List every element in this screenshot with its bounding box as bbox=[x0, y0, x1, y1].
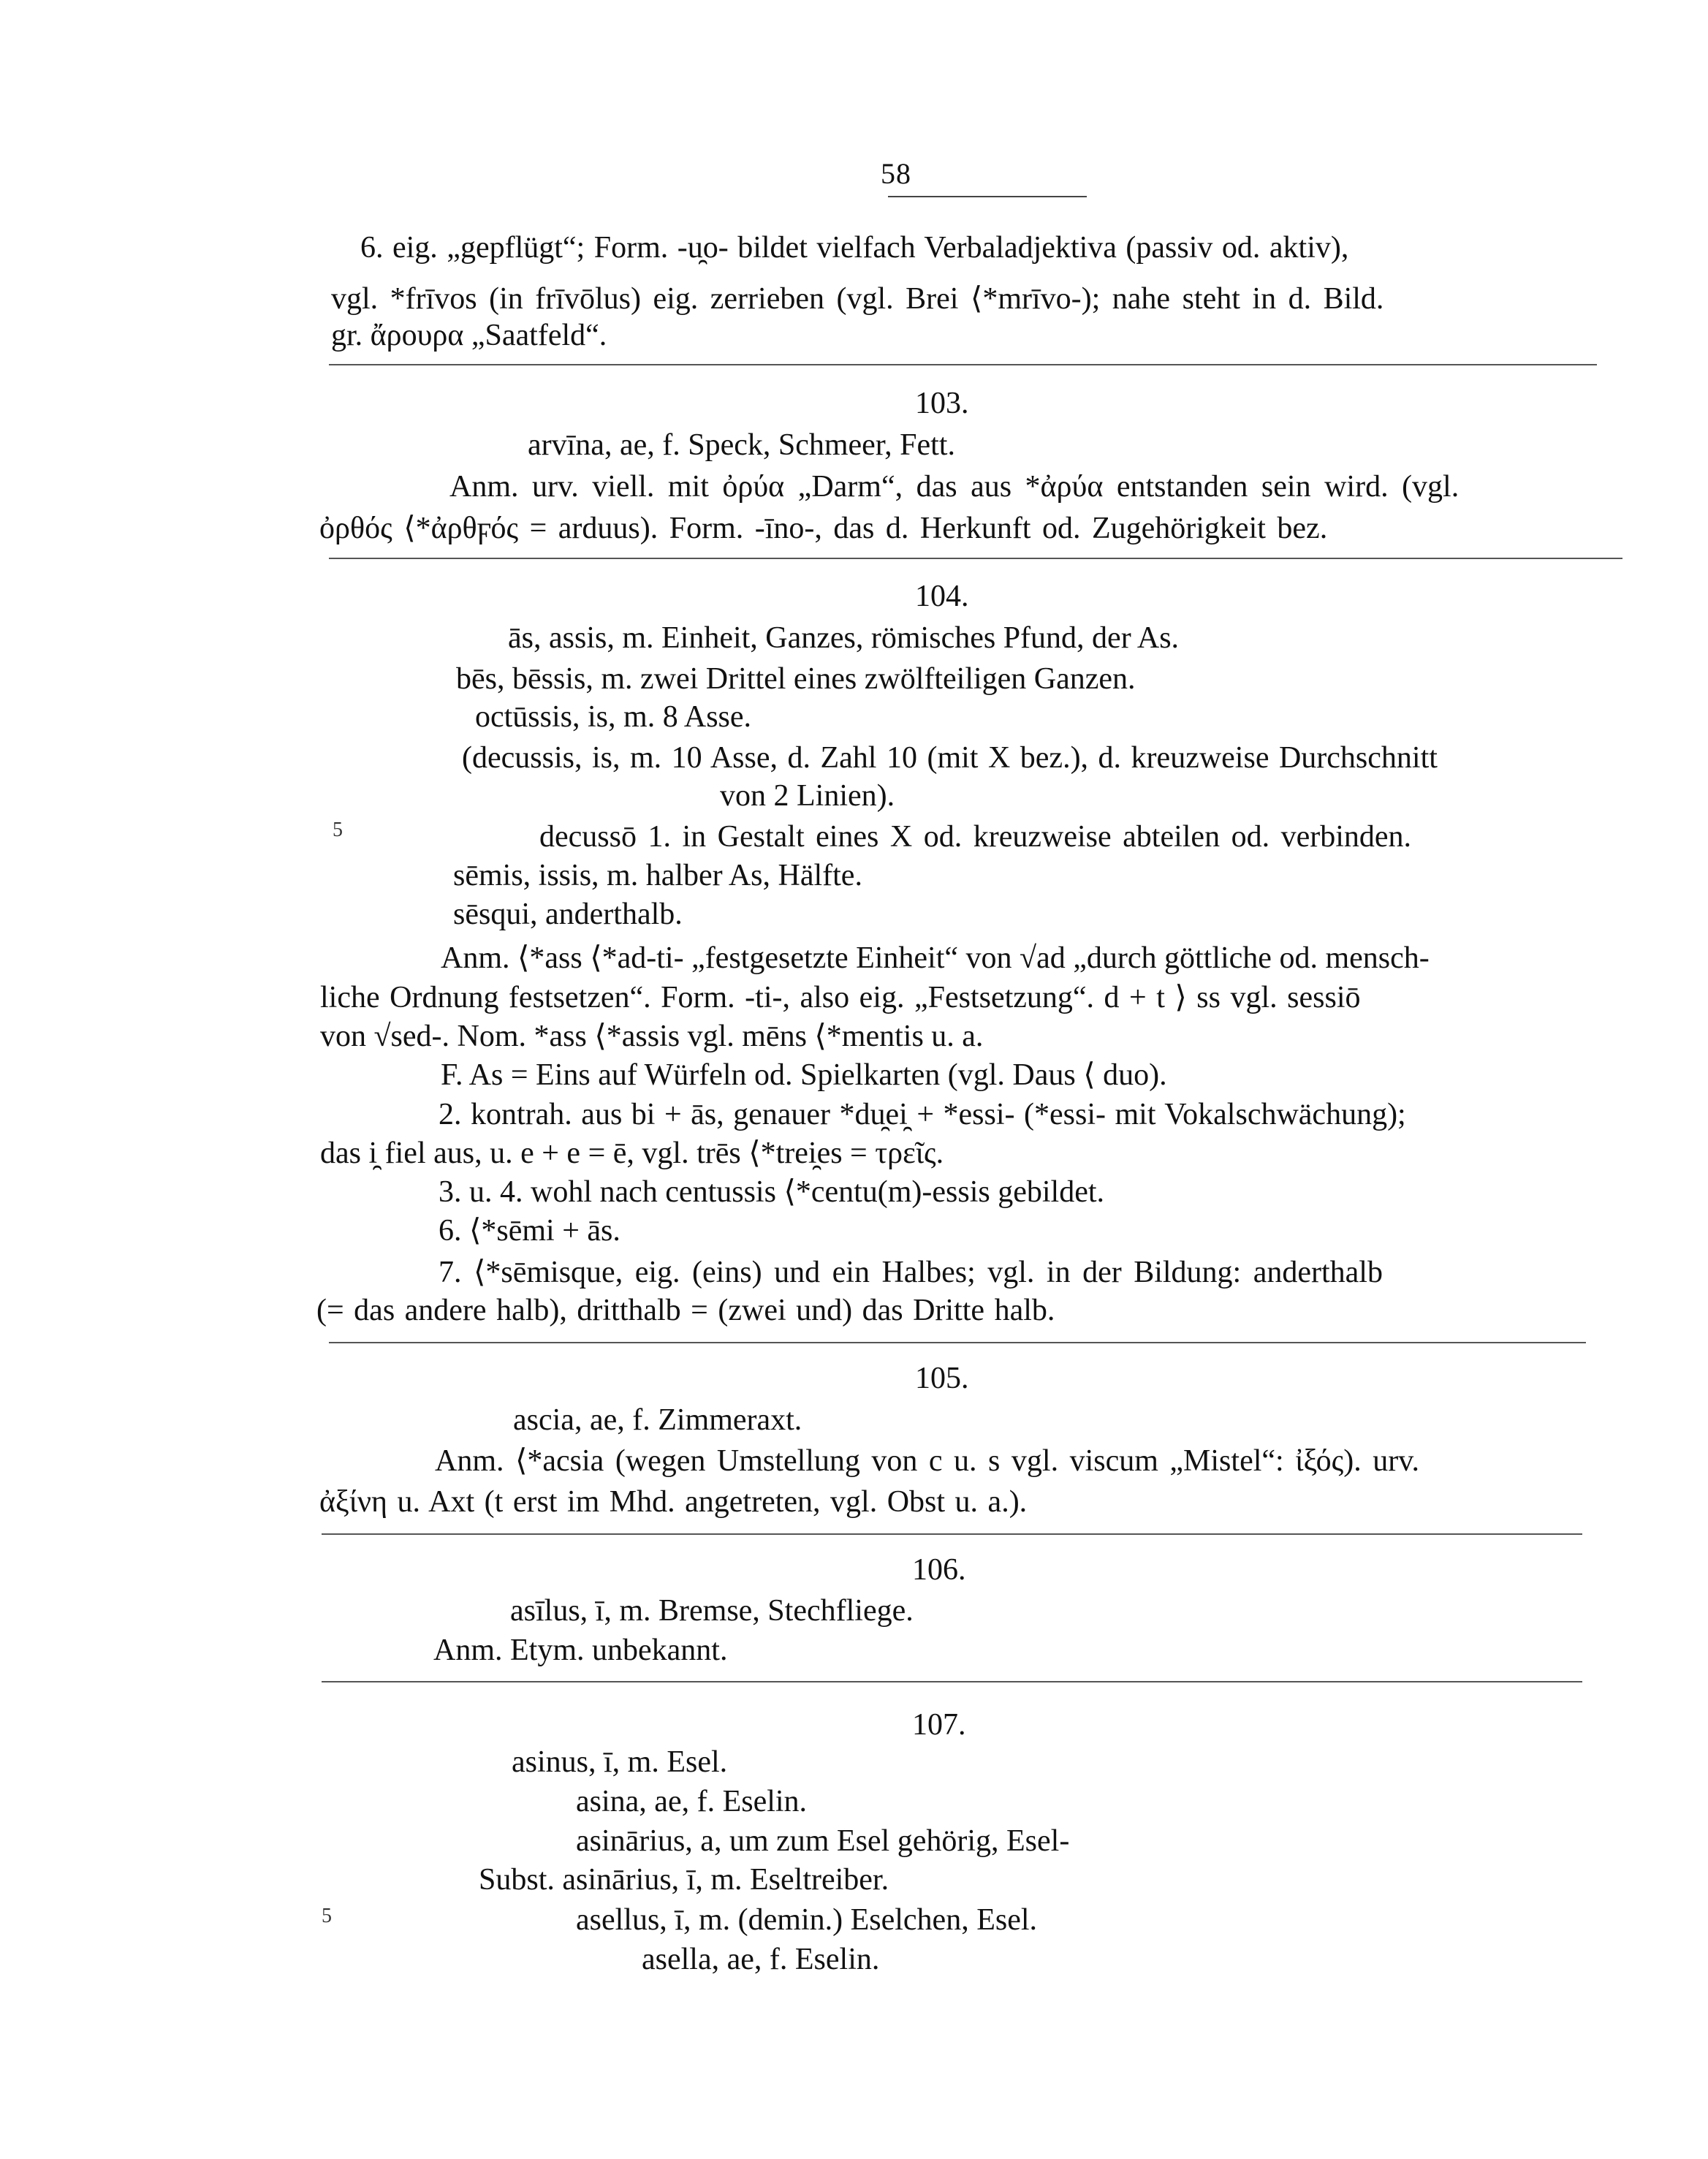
margin-line-number: 5 bbox=[322, 1905, 332, 1927]
note-6-line-2: vgl. *frīvos (in frīvōlus) eig. zerrieben (vgl. Brei ⟨*mrīvo-); nahe steht in d. Bild. bbox=[331, 282, 1384, 316]
entry-number-104: 104. bbox=[915, 580, 969, 613]
entry-number-106: 106. bbox=[912, 1553, 966, 1587]
entry-103-line-2: Anm. urv. viell. mit ὀρύα „Darm“, das aus *ἀρύα entstanden sein wird. (vgl. bbox=[449, 470, 1460, 504]
entry-104-line-6: decussō 1. in Gestalt eines X od. kreuzweise abteilen od. verbinden. bbox=[539, 820, 1412, 854]
entry-107-line-3: asinārius, a, um zum Esel gehörig, Esel- bbox=[576, 1824, 1070, 1858]
entry-number-103: 103. bbox=[915, 387, 969, 420]
entry-107-line-4: Subst. asinārius, ī, m. Eseltreiber. bbox=[479, 1863, 889, 1897]
page-number-rule bbox=[888, 196, 1087, 197]
entry-104-line-12: F. As = Eins auf Würfeln od. Spielkarten (vgl. Daus ⟨ duo). bbox=[441, 1058, 1167, 1092]
entry-104-line-16: 6. ⟨*sēmi + ās. bbox=[439, 1214, 620, 1248]
entry-105-line-2: Anm. ⟨*acsia (wegen Umstellung von c u. s vgl. viscum „Mistel“: ἰξός). urv. bbox=[435, 1444, 1420, 1478]
entry-104-line-11: von √sed-. Nom. *ass ⟨*assis vgl. mēns ⟨*mentis u. a. bbox=[320, 1020, 984, 1053]
entry-107-line-6: asella, ae, f. Eselin. bbox=[642, 1943, 880, 1976]
entry-107-line-2: asina, ae, f. Eselin. bbox=[576, 1785, 808, 1818]
entry-104-line-18: (= das andere halb), dritthalb = (zwei und) das Dritte halb. bbox=[316, 1294, 1055, 1327]
entry-104-line-3: octūssis, is, m. 8 Asse. bbox=[475, 700, 752, 734]
entry-106-line-2: Anm. Etym. unbekannt. bbox=[433, 1634, 728, 1667]
entry-105-line-3: ἀξίνη u. Axt (t erst im Mhd. angetreten, vgl. Obst u. a.). bbox=[319, 1485, 1028, 1519]
entry-104-line-14: das i̯ fiel aus, u. e + e = ē, vgl. trēs ⟨*trei̯es = τρεῖς. bbox=[320, 1137, 944, 1170]
entry-number-107: 107. bbox=[912, 1708, 966, 1742]
entry-104-line-2: bēs, bēssis, m. zwei Drittel eines zwölfteiligen Ganzen. bbox=[456, 662, 1136, 696]
entry-104-line-15: 3. u. 4. wohl nach centussis ⟨*centu(m)-essis gebildet. bbox=[439, 1175, 1105, 1209]
entry-104-line-1: ās, assis, m. Einheit, Ganzes, römisches Pfund, der As. bbox=[508, 621, 1180, 655]
note-6-line-1: 6. eig. „gepflügt“; Form. -u̯o- bildet vielfach Verbaladjektiva (passiv od. aktiv), bbox=[360, 231, 1349, 265]
entry-104-line-13: 2. kontrah. aus bi + ās, genauer *du̯ei̯ + *essi- (*essi- mit Vokalschwächung); bbox=[439, 1098, 1406, 1131]
entry-104-line-5: von 2 Linien). bbox=[720, 779, 895, 813]
entry-103-line-3: ὀρθός ⟨*ἀρθϝός = arduus). Form. -īno-, das d. Herkunft od. Zugehörigkeit bez. bbox=[319, 512, 1328, 545]
entry-106-line-1: asīlus, ī, m. Bremse, Stechfliege. bbox=[510, 1594, 914, 1628]
section-divider bbox=[322, 1681, 1582, 1682]
note-6-line-3: gr. ἄρουρα „Saatfeld“. bbox=[331, 319, 607, 352]
entry-104-line-10: liche Ordnung festsetzen“. Form. -ti-, also eig. „Festsetzung“. d + t ⟩ ss vgl. sessiō bbox=[320, 981, 1361, 1014]
entry-107-line-5: asellus, ī, m. (demin.) Eselchen, Esel. bbox=[576, 1903, 1038, 1937]
section-divider bbox=[329, 1342, 1586, 1343]
section-divider bbox=[329, 364, 1597, 365]
section-divider bbox=[322, 1533, 1582, 1535]
entry-104-line-4: (decussis, is, m. 10 Asse, d. Zahl 10 (mit X bez.), d. kreuzweise Durchschnitt bbox=[462, 741, 1438, 775]
entry-104-line-17: 7. ⟨*sēmisque, eig. (eins) und ein Halbes; vgl. in der Bildung: anderthalb bbox=[439, 1256, 1383, 1289]
entry-number-105: 105. bbox=[915, 1362, 969, 1395]
entry-104-line-8: sēsqui, anderthalb. bbox=[453, 898, 683, 931]
entry-104-line-7: sēmis, issis, m. halber As, Hälfte. bbox=[453, 859, 862, 892]
entry-107-line-1: asinus, ī, m. Esel. bbox=[512, 1745, 728, 1779]
entry-105-line-1: ascia, ae, f. Zimmeraxt. bbox=[513, 1403, 802, 1437]
section-divider bbox=[329, 558, 1622, 559]
page-number: 58 bbox=[881, 157, 911, 190]
entry-103-line-1: arvīna, ae, f. Speck, Schmeer, Fett. bbox=[528, 428, 955, 462]
entry-104-line-9: Anm. ⟨*ass ⟨*ad-ti- „festgesetzte Einheit“ von √ad „durch göttliche od. mensch- bbox=[441, 941, 1430, 975]
margin-line-number: 5 bbox=[333, 819, 343, 841]
